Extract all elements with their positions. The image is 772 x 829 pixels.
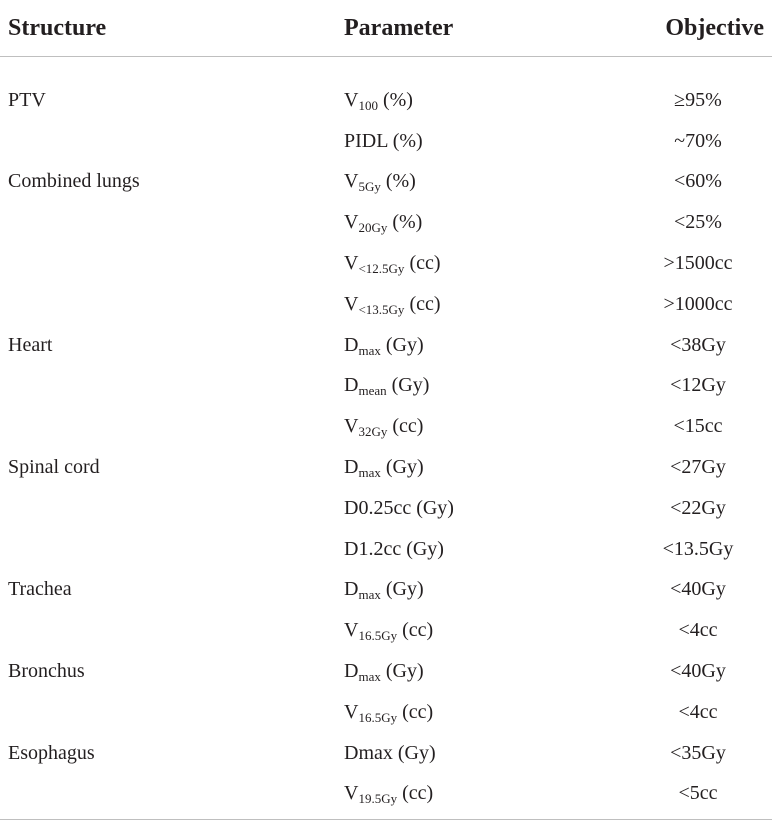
header-objective: Objective bbox=[624, 0, 772, 57]
structure-cell: Heart bbox=[8, 333, 53, 356]
table-row bbox=[0, 284, 772, 325]
parameter-unit: (Gy) bbox=[380, 333, 424, 356]
parameter-unit: (Gy) bbox=[380, 578, 424, 601]
structure-cell bbox=[0, 529, 344, 570]
parameter-unit: (cc) bbox=[404, 252, 441, 275]
parameter-symbol: PIDL (%) bbox=[344, 129, 423, 152]
objective-cell: ≥95% bbox=[674, 88, 722, 111]
objective-cell: <27Gy bbox=[670, 456, 726, 479]
parameter-subscript: 100 bbox=[358, 97, 378, 113]
table-row bbox=[0, 733, 772, 774]
parameter-cell bbox=[344, 488, 624, 529]
table-row bbox=[0, 243, 772, 284]
table-row bbox=[0, 692, 772, 733]
parameter-unit: (cc) bbox=[397, 619, 434, 642]
parameter-cell bbox=[344, 529, 624, 570]
header-structure: Structure bbox=[0, 0, 344, 57]
parameter-cell bbox=[344, 325, 624, 366]
objective-cell: <60% bbox=[674, 170, 722, 193]
parameter-symbol: D bbox=[344, 456, 359, 479]
table-row bbox=[0, 610, 772, 651]
parameter-unit: (%) bbox=[377, 88, 413, 111]
parameter-symbol: V bbox=[344, 700, 359, 723]
parameter-symbol: V bbox=[344, 619, 359, 642]
parameter-cell bbox=[344, 202, 624, 243]
parameter-cell bbox=[344, 447, 624, 488]
parameter-subscript: <13.5Gy bbox=[358, 301, 405, 317]
parameter-cell bbox=[344, 366, 624, 407]
structure-cell: Combined lungs bbox=[8, 170, 140, 193]
objective-cell: <25% bbox=[674, 211, 722, 234]
parameter-subscript: 5Gy bbox=[358, 179, 381, 195]
objective-cell: <4cc bbox=[678, 619, 718, 642]
parameter-cell bbox=[344, 692, 624, 733]
parameter-cell bbox=[344, 121, 624, 162]
objective-cell: <40Gy bbox=[670, 578, 726, 601]
structure-cell bbox=[0, 406, 344, 447]
table-row bbox=[0, 570, 772, 611]
parameter-cell bbox=[344, 651, 624, 692]
table-row bbox=[0, 366, 772, 407]
parameter-symbol: V bbox=[344, 252, 359, 275]
parameter-symbol: V bbox=[344, 292, 359, 315]
objective-cell: <22Gy bbox=[670, 496, 726, 519]
parameter-cell bbox=[344, 733, 624, 774]
header-row bbox=[0, 0, 772, 57]
parameter-unit: (%) bbox=[387, 211, 423, 234]
parameter-symbol: V bbox=[344, 782, 359, 805]
parameter-cell bbox=[344, 774, 624, 815]
parameter-cell bbox=[344, 243, 624, 284]
objective-cell: >1000cc bbox=[663, 292, 733, 315]
parameter-unit: (Gy) bbox=[386, 374, 430, 397]
objective-cell: <4cc bbox=[678, 700, 718, 723]
table-row bbox=[0, 651, 772, 692]
structure-cell: Spinal cord bbox=[8, 456, 100, 479]
objective-cell: <5cc bbox=[678, 782, 718, 805]
structure-cell bbox=[0, 610, 344, 651]
parameter-symbol: D bbox=[344, 374, 359, 397]
bottom-rule bbox=[0, 819, 772, 820]
parameter-unit: (cc) bbox=[404, 292, 441, 315]
objective-cell: >1500cc bbox=[663, 252, 733, 275]
parameter-subscript: <12.5Gy bbox=[358, 261, 405, 277]
table-row bbox=[0, 121, 772, 162]
parameter-unit: (cc) bbox=[397, 782, 434, 805]
parameter-cell bbox=[344, 284, 624, 325]
structure-cell bbox=[0, 774, 344, 815]
structure-cell: Esophagus bbox=[8, 741, 95, 764]
structure-cell bbox=[0, 202, 344, 243]
parameter-subscript: 19.5Gy bbox=[358, 791, 398, 807]
parameter-subscript: max bbox=[358, 669, 381, 685]
parameter-unit: (Gy) bbox=[380, 456, 424, 479]
spacer-row bbox=[0, 57, 772, 81]
parameter-subscript: 20Gy bbox=[358, 220, 388, 236]
objective-cell: <35Gy bbox=[670, 741, 726, 764]
objective-cell: <15cc bbox=[673, 415, 723, 438]
parameter-subscript: 16.5Gy bbox=[358, 628, 398, 644]
parameter-unit: (%) bbox=[380, 170, 416, 193]
parameter-symbol: V bbox=[344, 88, 359, 111]
structure-cell bbox=[0, 243, 344, 284]
table-row bbox=[0, 529, 772, 570]
table-row bbox=[0, 406, 772, 447]
structure-cell bbox=[0, 692, 344, 733]
table-body bbox=[0, 57, 772, 815]
structure-cell: PTV bbox=[8, 88, 46, 111]
parameter-subscript: max bbox=[358, 342, 381, 358]
objective-cell: <40Gy bbox=[670, 660, 726, 683]
parameter-symbol: D bbox=[344, 333, 359, 356]
parameter-subscript: max bbox=[358, 465, 381, 481]
parameter-symbol: V bbox=[344, 170, 359, 193]
structure-cell bbox=[0, 488, 344, 529]
parameter-unit: (Gy) bbox=[380, 660, 424, 683]
parameter-symbol: Dmax (Gy) bbox=[344, 741, 436, 764]
structure-cell bbox=[0, 284, 344, 325]
header-parameter: Parameter bbox=[344, 0, 624, 57]
objective-cell: <12Gy bbox=[670, 374, 726, 397]
parameter-symbol: V bbox=[344, 211, 359, 234]
objective-cell: <38Gy bbox=[670, 333, 726, 356]
parameter-cell bbox=[344, 570, 624, 611]
structure-cell: Trachea bbox=[8, 578, 72, 601]
objective-cell: ~70% bbox=[674, 129, 722, 152]
structure-cell bbox=[0, 366, 344, 407]
table-row bbox=[0, 447, 772, 488]
table-row bbox=[0, 202, 772, 243]
table-row bbox=[0, 80, 772, 121]
parameter-unit: (cc) bbox=[397, 700, 434, 723]
table-row bbox=[0, 162, 772, 203]
parameter-subscript: 16.5Gy bbox=[358, 709, 398, 725]
structure-cell: Bronchus bbox=[8, 660, 85, 683]
structure-cell bbox=[0, 121, 344, 162]
parameter-subscript: max bbox=[358, 587, 381, 603]
parameter-cell bbox=[344, 80, 624, 121]
parameter-symbol: D bbox=[344, 660, 359, 683]
table-row bbox=[0, 325, 772, 366]
parameter-symbol: V bbox=[344, 415, 359, 438]
parameter-unit: (cc) bbox=[387, 415, 424, 438]
parameter-symbol: D0.25cc (Gy) bbox=[344, 496, 454, 519]
parameter-cell bbox=[344, 610, 624, 651]
objective-cell: <13.5Gy bbox=[662, 537, 734, 560]
table-row bbox=[0, 488, 772, 529]
parameter-symbol: D bbox=[344, 578, 359, 601]
parameter-cell bbox=[344, 406, 624, 447]
table-row bbox=[0, 774, 772, 815]
parameter-symbol: D1.2cc (Gy) bbox=[344, 537, 444, 560]
parameter-subscript: 32Gy bbox=[358, 424, 388, 440]
parameter-subscript: mean bbox=[358, 383, 387, 399]
parameter-cell bbox=[344, 162, 624, 203]
